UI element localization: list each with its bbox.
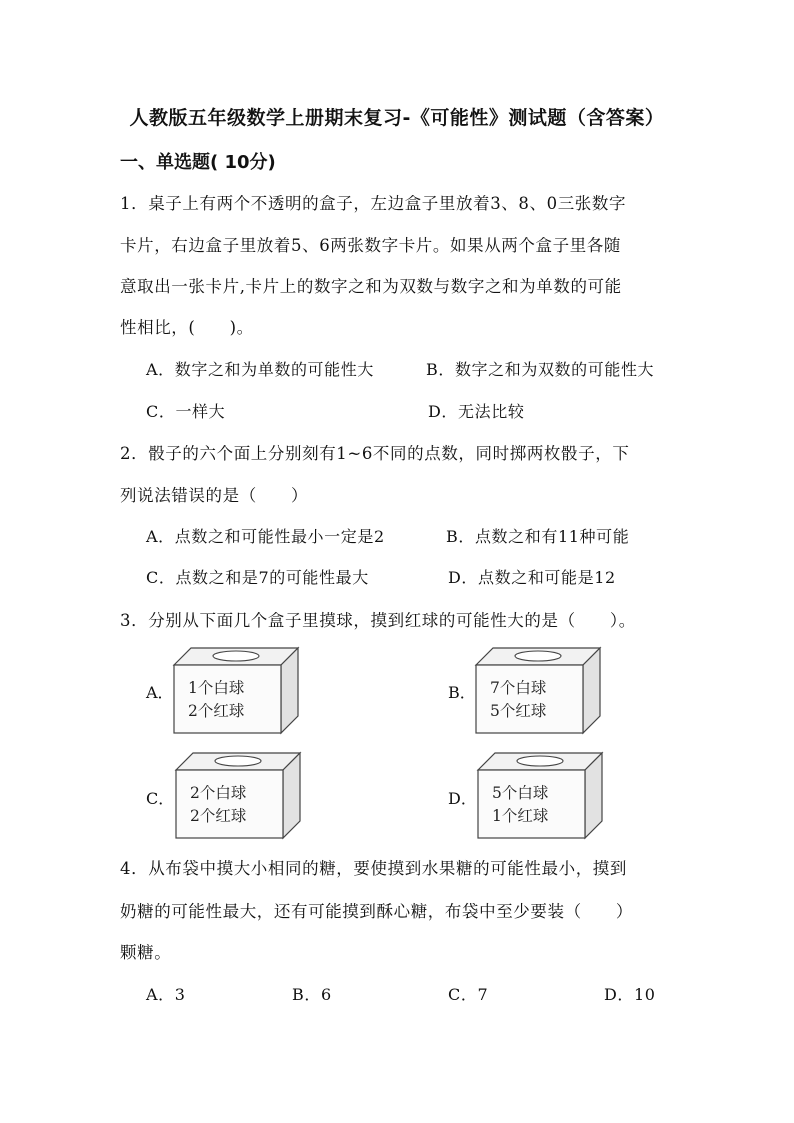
q1-line-2: 卡片，右边盒子里放着5、6两张数字卡片。如果从两个盒子里各随 <box>120 236 621 255</box>
q4-option-a: A．3 <box>146 985 186 1004</box>
q3-box-d-line1: 5个白球 <box>492 784 549 802</box>
q4-line-1: 4．从布袋中摸大小相同的糖，要使摸到水果糖的可能性最小，摸到 <box>120 859 627 878</box>
q3-box-b-label: B． <box>448 683 476 702</box>
q3-box-d-label: D． <box>448 789 477 808</box>
q1-option-d: D．无法比较 <box>428 402 525 421</box>
q3-box-a-line1: 1个白球 <box>188 679 245 697</box>
q1-option-c: C．一样大 <box>146 402 226 421</box>
page-title: 人教版五年级数学上册期末复习-《可能性》测试题（含答案） <box>129 107 665 129</box>
q3-line: 3．分别从下面几个盒子里摸球，摸到红球的可能性大的是（ ）。 <box>120 611 636 630</box>
q1-line-3: 意取出一张卡片,卡片上的数字之和为双数与数字之和为单数的可能 <box>120 277 622 296</box>
q2-option-b: B．点数之和有11种可能 <box>446 527 630 546</box>
q4-line-3: 颗糖。 <box>120 943 172 962</box>
q2-line-2: 列说法错误的是（ ） <box>120 486 309 505</box>
q4-option-c: C．7 <box>448 985 489 1004</box>
q2-option-c: C．点数之和是7的可能性最大 <box>146 568 369 587</box>
q2-option-a: A．点数之和可能性最小一定是2 <box>146 527 385 546</box>
q1-line-1: 1．桌子上有两个不透明的盒子，左边盒子里放着3、8、0三张数字 <box>120 194 627 213</box>
q1-line-4: 性相比，( )。 <box>120 318 254 337</box>
q2-line-1: 2．骰子的六个面上分别刻有1~6不同的点数，同时掷两枚骰子，下 <box>120 444 630 463</box>
q3-box-b-icon <box>476 648 602 734</box>
q3-box-a-label: A． <box>146 683 174 702</box>
section-heading: 一、单选题( 10分) <box>120 152 276 173</box>
q3-box-b-line1: 7个白球 <box>490 679 547 697</box>
q4-option-d: D．10 <box>604 985 656 1004</box>
q4-line-2: 奶糖的可能性最大，还有可能摸到酥心糖，布袋中至少要装（ ） <box>120 902 633 921</box>
q3-box-c-icon <box>176 753 302 839</box>
q3-box-d-icon <box>478 753 604 839</box>
q3-box-d-line2: 1个红球 <box>492 807 549 825</box>
q3-box-c-line1: 2个白球 <box>190 784 247 802</box>
q2-option-d: D．点数之和可能是12 <box>448 568 616 587</box>
q4-option-b: B．6 <box>292 985 332 1004</box>
q3-box-c-label: C． <box>146 789 175 808</box>
q3-box-b-line2: 5个红球 <box>490 702 547 720</box>
q1-option-a: A．数字之和为单数的可能性大 <box>146 360 374 379</box>
q3-box-a-line2: 2个红球 <box>188 702 245 720</box>
q1-option-b: B．数字之和为双数的可能性大 <box>426 360 655 379</box>
q3-box-a-icon <box>174 648 300 734</box>
q3-box-c-line2: 2个红球 <box>190 807 247 825</box>
